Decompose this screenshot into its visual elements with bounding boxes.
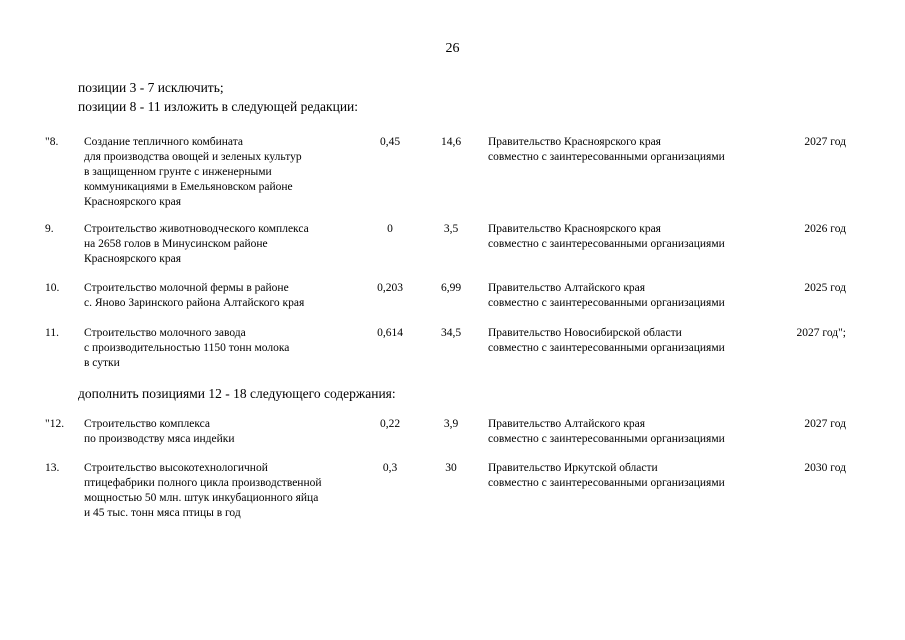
row-number: 13. (45, 462, 60, 474)
page-number: 26 (445, 41, 460, 56)
project-name-line: мощностью 50 млн. штук инкубационного яйца (84, 492, 319, 504)
value-1: 0,203 (377, 282, 403, 294)
project-name-line: Строительство животноводческого комплекса (84, 223, 309, 235)
responsible-line: совместно с заинтересованными организациями (488, 342, 725, 354)
project-name-line: по производству мяса индейки (84, 433, 235, 445)
year: 2027 год"; (796, 327, 846, 339)
project-name-line: на 2658 голов в Минусинском районе (84, 238, 268, 250)
project-name-line: коммуникациями в Емельяновском районе (84, 181, 293, 193)
project-name-line: Строительство молочной фермы в районе (84, 282, 289, 294)
project-name (84, 417, 369, 447)
project-name-line: птицефабрики полного цикла производственной (84, 477, 322, 489)
value-2: 34,5 (440, 327, 462, 339)
value-2: 3,5 (443, 223, 459, 235)
responsible-line: совместно с заинтересованными организациями (488, 297, 725, 309)
responsible (488, 281, 778, 311)
year: 2030 год (804, 462, 846, 474)
row-number: 11. (45, 327, 59, 339)
project-name (84, 222, 369, 267)
project-name-line: в сутки (84, 357, 120, 369)
project-name (84, 135, 369, 210)
responsible (488, 135, 778, 165)
responsible-line: совместно с заинтересованными организациями (488, 151, 725, 163)
project-name-line: Создание тепличного комбината (84, 136, 243, 148)
supplement-paragraph: дополнить позициями 12 - 18 следующего содержания: (78, 386, 396, 401)
value-1: 0 (387, 223, 393, 235)
project-name-line: Красноярского края (84, 196, 181, 208)
value-2: 3,9 (443, 418, 459, 430)
responsible-line: Правительство Алтайского края (488, 418, 646, 430)
project-name-line: для производства овощей и зеленых культур (84, 151, 302, 163)
row-number: "12. (45, 418, 65, 430)
value-1: 0,45 (379, 136, 401, 148)
value-2: 6,99 (440, 282, 462, 294)
project-name-line: в защищенном грунте с инженерными (84, 166, 272, 178)
responsible-line: Правительство Алтайского края (488, 282, 646, 294)
responsible (488, 461, 778, 491)
row-number: 10. (45, 282, 60, 294)
responsible-line: Правительство Новосибирской области (488, 327, 682, 339)
responsible-line: совместно с заинтересованными организациями (488, 433, 725, 445)
value-2: 30 (445, 462, 457, 474)
responsible (488, 222, 778, 252)
responsible-line: совместно с заинтересованными организациями (488, 238, 725, 250)
responsible-line: Правительство Красноярского края (488, 136, 661, 148)
project-name (84, 461, 369, 521)
row-number: "8. (45, 136, 59, 148)
value-2: 14,6 (440, 136, 462, 148)
value-1: 0,3 (382, 462, 398, 474)
responsible (488, 417, 778, 447)
project-name (84, 326, 369, 371)
project-name-line: Красноярского края (84, 253, 181, 265)
project-name-line: и 45 тыс. тонн мяса птицы в год (84, 507, 241, 519)
value-1: 0,22 (379, 418, 401, 430)
year: 2025 год (804, 282, 846, 294)
value-1: 0,614 (377, 327, 403, 339)
project-name (84, 281, 369, 311)
restate-paragraph: позиции 8 - 11 изложить в следующей редакции: (78, 99, 359, 114)
project-name-line: Строительство молочного завода (84, 327, 246, 339)
project-name-line: с производительностью 1150 тонн молока (84, 342, 290, 354)
year: 2027 год (804, 418, 846, 430)
project-name-line: Строительство высокотехнологичной (84, 462, 268, 474)
exclude-paragraph: позиции 3 - 7 исключить; (78, 80, 224, 95)
responsible-line: Правительство Иркутской области (488, 462, 658, 474)
project-name-line: с. Яново Заринского района Алтайского края (84, 297, 305, 309)
responsible (488, 326, 778, 356)
responsible-line: Правительство Красноярского края (488, 223, 661, 235)
project-name-line: Строительство комплекса (84, 418, 211, 430)
responsible-line: совместно с заинтересованными организациями (488, 477, 725, 489)
row-number: 9. (45, 223, 54, 235)
year: 2026 год (804, 223, 846, 235)
year: 2027 год (804, 136, 846, 148)
